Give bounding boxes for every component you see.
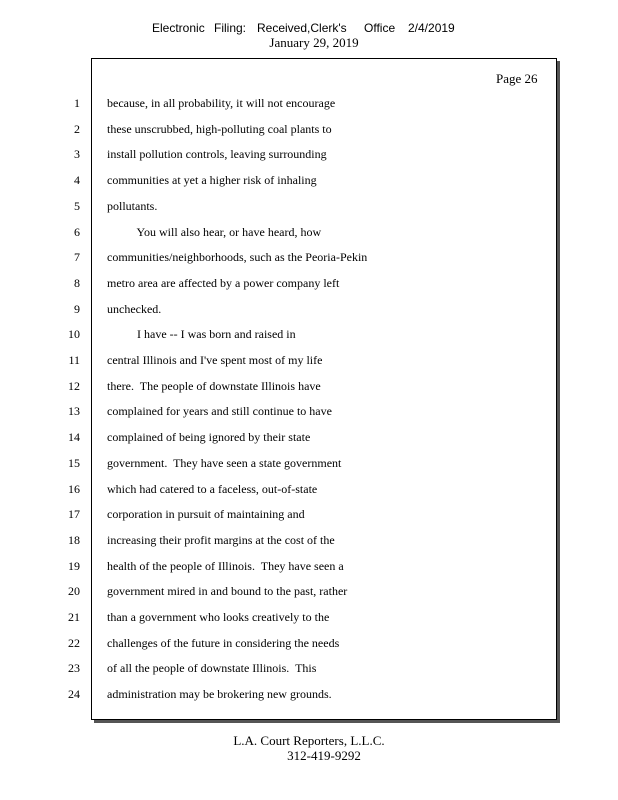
line-number: 12 xyxy=(68,378,80,393)
line-text: which had catered to a faceless, out-of-state xyxy=(107,481,318,496)
page-number: Page 26 xyxy=(496,71,538,86)
line-text: communities/neighborhoods, such as the Peoria-Pekin xyxy=(107,250,368,265)
line-number: 19 xyxy=(68,558,80,573)
line-text: communities at yet a higher risk of inhaling xyxy=(107,173,317,188)
line-number: 22 xyxy=(68,635,80,650)
line-number: 13 xyxy=(68,404,80,419)
line-number: 14 xyxy=(68,430,80,445)
line-number: 18 xyxy=(68,532,80,547)
line-text: increasing their profit margins at the cost of the xyxy=(107,532,335,547)
stamp-filing: Filing: xyxy=(214,21,247,35)
line-number: 23 xyxy=(68,661,80,676)
line-text: pollutants. xyxy=(107,198,158,213)
line-number: 17 xyxy=(68,507,80,522)
stamp-received: Received,Clerk's xyxy=(257,21,347,35)
footer-company: L.A. Court Reporters, L.L.C. xyxy=(233,733,385,748)
line-number: 16 xyxy=(68,481,80,496)
line-text: corporation in pursuit of maintaining and xyxy=(107,507,305,522)
stamp-office: Office xyxy=(364,21,396,35)
line-number: 2 xyxy=(74,121,80,136)
line-number: 20 xyxy=(68,584,80,599)
line-text: I have -- I was born and raised in xyxy=(107,327,296,342)
line-text: central Illinois and I've spent most of my life xyxy=(107,353,323,367)
line-text: because, in all probability, it will not encourage xyxy=(107,96,336,110)
line-number: 6 xyxy=(74,224,80,239)
line-text: complained for years and still continue to have xyxy=(107,404,332,419)
line-text: government mired in and bound to the past, rather xyxy=(107,584,348,599)
line-text: there. The people of downstate Illinois have xyxy=(107,378,321,393)
line-number: 10 xyxy=(68,327,80,342)
line-number: 9 xyxy=(74,301,80,316)
line-text: government. They have seen a state government xyxy=(107,455,342,470)
line-text: health of the people of Illinois. They have seen a xyxy=(107,558,344,573)
line-text: You will also hear, or have heard, how xyxy=(107,224,322,239)
line-text: metro area are affected by a power company left xyxy=(107,275,340,290)
transcript-date: January 29, 2019 xyxy=(269,35,359,50)
line-number: 3 xyxy=(74,147,80,162)
line-number: 4 xyxy=(74,173,80,188)
stamp-electronic: Electronic xyxy=(152,21,205,35)
line-number: 15 xyxy=(68,455,80,470)
line-text: than a government who looks creatively to the xyxy=(107,610,330,624)
line-number: 11 xyxy=(68,353,80,367)
line-number: 8 xyxy=(74,275,80,290)
line-text: administration may be brokering new grounds. xyxy=(107,687,332,702)
line-number: 24 xyxy=(68,687,80,702)
line-text: these unscrubbed, high-polluting coal plants to xyxy=(107,121,332,136)
line-number: 21 xyxy=(68,610,80,624)
line-text: of all the people of downstate Illinois. This xyxy=(107,661,317,676)
footer-phone: 312-419-9292 xyxy=(287,748,361,763)
line-number: 7 xyxy=(74,250,80,265)
line-text: challenges of the future in considering the needs xyxy=(107,635,340,650)
line-text: unchecked. xyxy=(107,301,162,316)
line-number: 1 xyxy=(74,96,80,110)
line-number: 5 xyxy=(74,198,80,213)
stamp-date: 2/4/2019 xyxy=(408,21,455,35)
line-text: install pollution controls, leaving surrounding xyxy=(107,147,327,162)
line-text: complained of being ignored by their state xyxy=(107,430,311,445)
